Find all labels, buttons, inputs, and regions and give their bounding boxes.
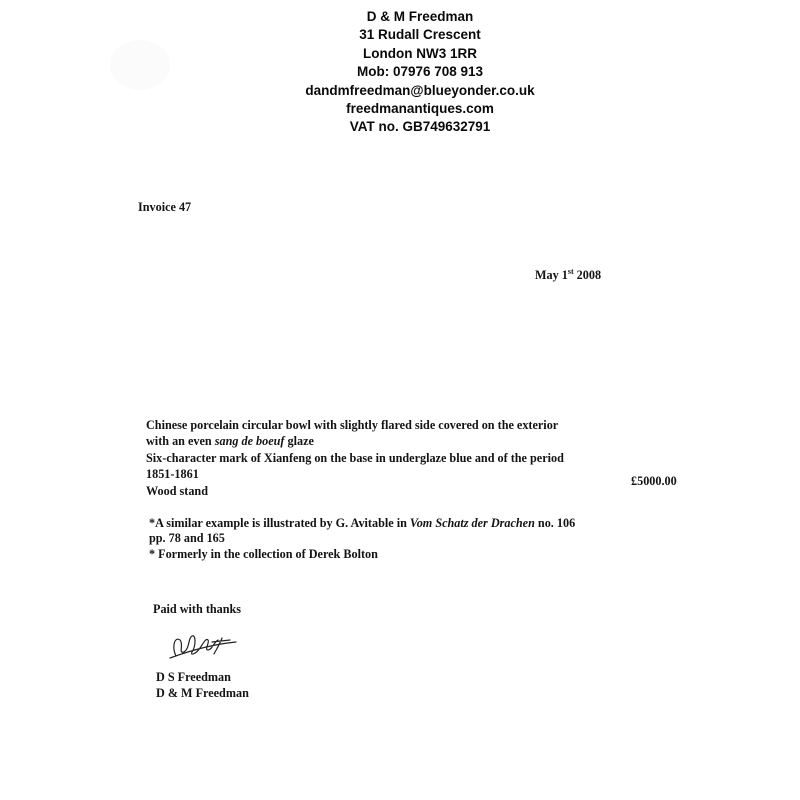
item-line-2 [146, 433, 564, 449]
signatories [156, 670, 249, 701]
note-line-1-prefix: *A similar example is illustrated by G. Avitable in [149, 516, 410, 530]
date-month-day: May 1 [535, 268, 568, 282]
note-line-1-suffix: no. 106 [534, 516, 576, 530]
signature-icon [162, 628, 242, 662]
signer-1: D S Freedman [156, 670, 231, 684]
note-line-1-italic: Vom Schatz der Drachen [409, 516, 535, 530]
note-line-2: pp. 78 and 165 [149, 531, 225, 546]
item-description [146, 417, 564, 499]
invoice-number: Invoice 47 [138, 200, 192, 214]
notes [149, 516, 575, 562]
item-line-2-suffix: glaze [284, 434, 314, 449]
website: freedmanantiques.com [346, 101, 494, 117]
item-price: £5000.00 [631, 474, 677, 488]
vat-number: VAT no. GB749632791 [349, 119, 491, 135]
item-line-3: Six-character mark of Xianfeng on the base in underglaze blue and of the period [146, 450, 564, 465]
email-address: dandmfreedman@blueyonder.co.uk [305, 82, 535, 98]
paid-note: Paid with thanks [153, 602, 242, 616]
date-year: 2008 [573, 268, 602, 282]
item-line-5: Wood stand [146, 483, 208, 498]
date-suffix: st [567, 267, 574, 276]
invoice-date [535, 268, 601, 283]
business-name: D & M Freedman [366, 9, 474, 24]
note-line-1 [149, 516, 575, 531]
signer-2: D & M Freedman [156, 685, 249, 700]
note-line-3: * Formerly in the collection of Derek Bolton [149, 546, 378, 561]
letterhead [250, 8, 590, 137]
item-line-2-prefix: with an even [146, 434, 215, 449]
item-line-1: Chinese porcelain circular bowl with slightly flared side covered on the exterior [146, 418, 559, 432]
scan-smudge [110, 40, 170, 90]
address-city: London NW3 1RR [363, 45, 477, 61]
address-street: 31 Rudall Crescent [359, 27, 481, 43]
item-line-2-italic: sang de boeuf [214, 434, 285, 449]
mobile-number: Mob: 07976 708 913 [356, 64, 484, 80]
item-line-4: 1851-1861 [146, 467, 199, 482]
